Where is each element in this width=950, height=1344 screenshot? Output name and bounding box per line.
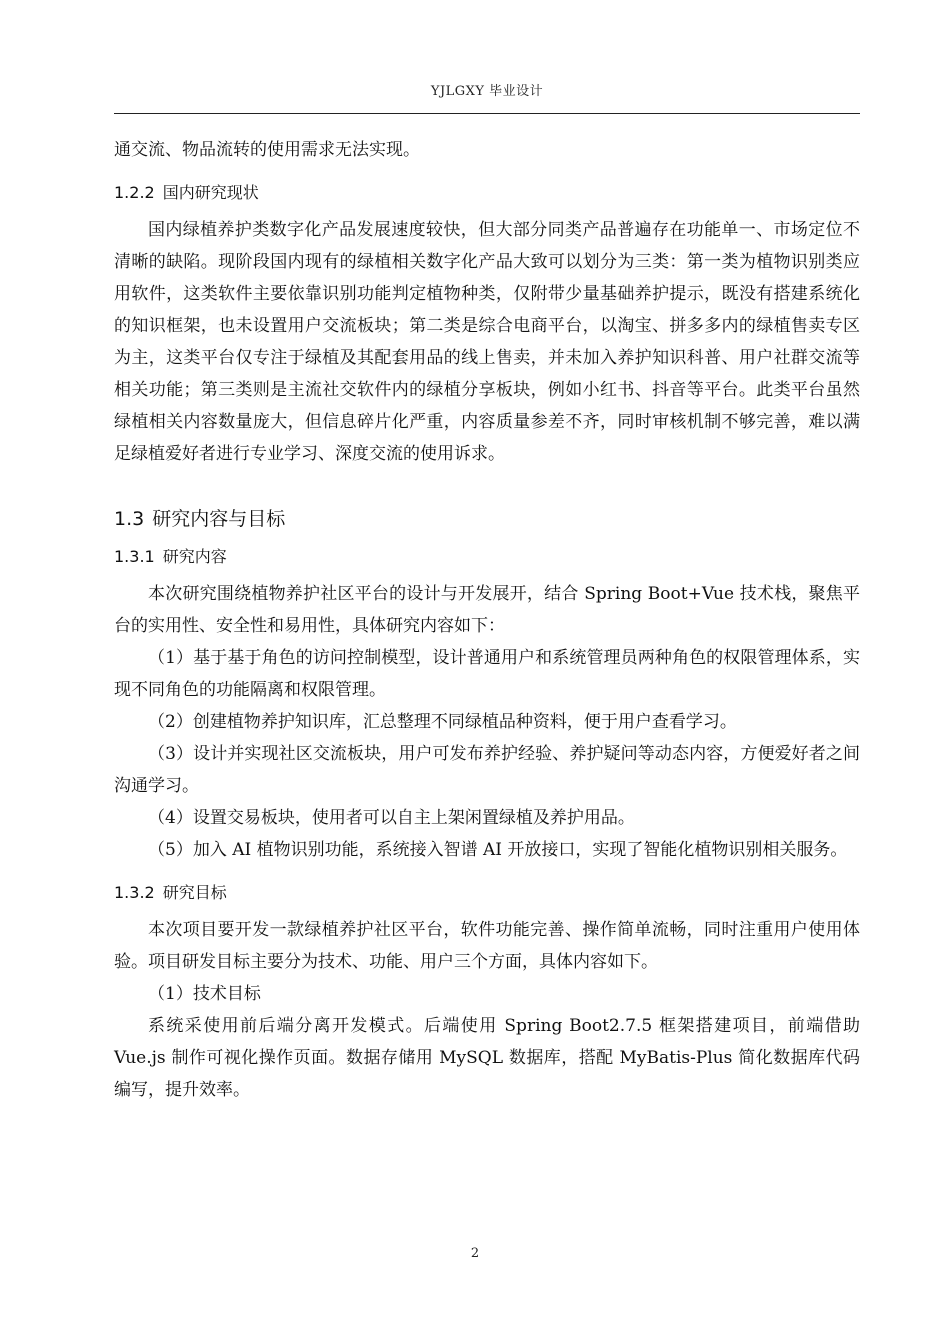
list-item-1: （1）基于基于角色的访问控制模型，设计普通用户和系统管理员两种角色的权限管理体系，实现不同角色的功能隔离和权限管理。 — [114, 648, 860, 700]
section-heading-1-3 — [114, 504, 860, 534]
section-title: 国内研究现状 — [162, 183, 259, 202]
page-header: YJLGXY 毕业设计 — [430, 84, 544, 99]
list-item-2: （2）创建植物养护知识库，汇总整理不同绿植品种资料，便于用户查看学习。 — [148, 712, 737, 732]
section-number: 1.3.2 — [114, 883, 155, 902]
list-item-5: （5）加入 AI 植物识别功能，系统接入智谱 AI 开放接口，实现了智能化植物识别相关服务。 — [148, 840, 848, 860]
paragraph-goal-1-body: 系统采使用前后端分离开发模式。后端使用 Spring Boot2.7.5 框架搭建项目，前端借助 Vue.js 制作可视化操作页面。数据存储用 MySQL 数据库，搭配 MyBatis-Plus 简化数据库代码编写，提升效率。 — [114, 1016, 860, 1100]
list-item-4: （4）设置交易板块，使用者可以自主上架闲置绿植及养护用品。 — [148, 808, 635, 828]
header-divider — [114, 113, 860, 114]
paragraph-goal-1-title: （1）技术目标 — [148, 984, 261, 1004]
paragraph-domestic-status: 国内绿植养护类数字化产品发展速度较快，但大部分同类产品普遍存在功能单一、市场定位不清晰的缺陷。现阶段国内现有的绿植相关数字化产品大致可以划分为三类：第一类为植物识别类应用软件，这类软件主要依靠识别功能判定植物种类，仅附带少量基础养护提示，既没有搭建系统化的知识框架，也未设置用户交流板块；第二类是综合电商平台，以淘宝、拼多多内的绿植售卖专区为主，这类平台仅专注于绿植及其配套用品的线上售卖，并未加入养护知识科普、用户社群交流等相关功能；第三类则是主流社交软件内的绿植分享板块，例如小红书、抖音等平台。此类平台虽然绿植相关内容数量庞大，但信息碎片化严重，内容质量参差不齐，同时审核机制不够完善，难以满足绿植爱好者进行专业学习、深度交流的使用诉求。 — [114, 220, 860, 464]
document-body — [114, 134, 860, 1106]
section-title: 研究目标 — [162, 883, 227, 902]
section-heading-1-3-1 — [114, 544, 860, 570]
paragraph-continuation: 通交流、物品流转的使用需求无法实现。 — [114, 140, 420, 160]
list-item-3: （3）设计并实现社区交流板块，用户可发布养护经验、养护疑问等动态内容，方便爱好者之间沟通学习。 — [114, 744, 860, 796]
section-heading-1-2-2 — [114, 180, 860, 206]
section-number: 1.3 — [114, 508, 145, 530]
paragraph-goal-intro: 本次项目要开发一款绿植养护社区平台，软件功能完善、操作简单流畅，同时注重用户使用体验。项目研发目标主要分为技术、功能、用户三个方面，具体内容如下。 — [114, 920, 860, 972]
section-number: 1.3.1 — [114, 547, 155, 566]
section-number: 1.2.2 — [114, 183, 155, 202]
section-heading-1-3-2 — [114, 880, 860, 906]
page-number: 2 — [470, 1246, 480, 1261]
paragraph-content-intro: 本次研究围绕植物养护社区平台的设计与开发展开，结合 Spring Boot+Vue 技术栈，聚焦平台的实用性、安全性和易用性，具体研究内容如下： — [114, 584, 860, 636]
section-title: 研究内容 — [162, 547, 227, 566]
section-title: 研究内容与目标 — [152, 508, 286, 530]
